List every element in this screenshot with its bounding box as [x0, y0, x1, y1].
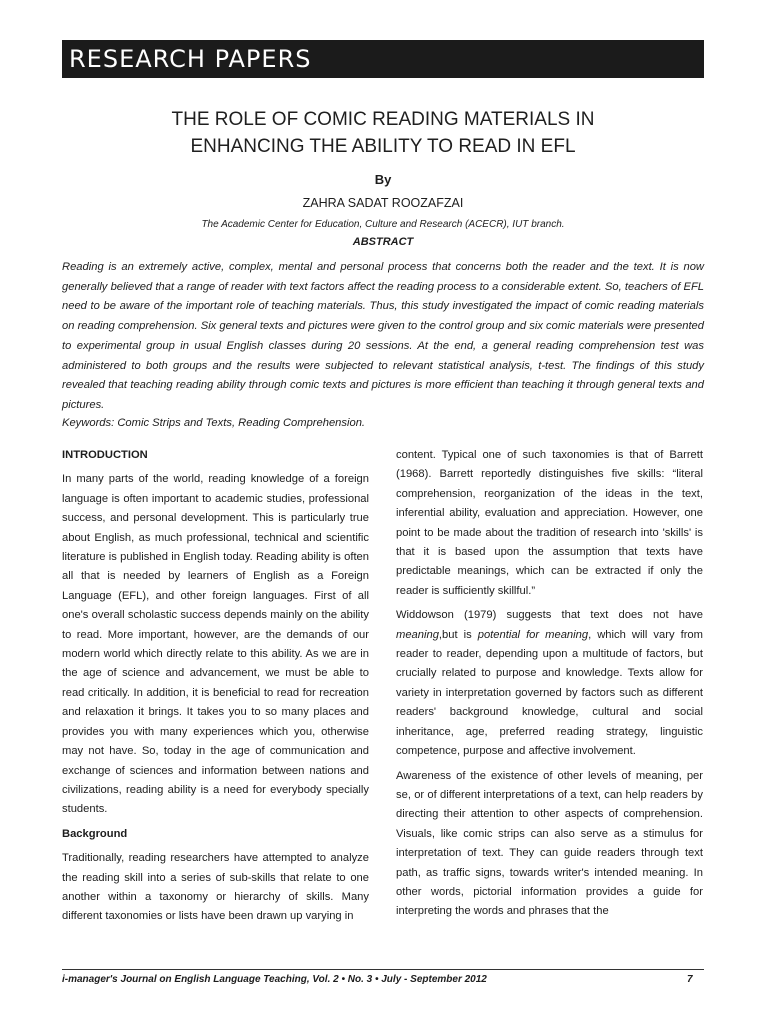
background-heading: Background [62, 827, 128, 840]
author-name: ZAHRA SADAT ROOZAFZAI [302, 196, 464, 210]
page-number: 7 [687, 974, 693, 985]
title-line-2: ENHANCING THE ABILITY TO READ IN EFL [190, 136, 576, 157]
paper-title [62, 106, 704, 160]
widdowson-text-c: , which will vary from reader to reader, depending upon a multitude of factors, but crucially related to purpose and knowledge. Texts allow for variety in interpretation governed by factors such as different readers' background knowledge, cultural and social inheritance, age, preferred reading strategy, linguistic competence, purpose and affective involvement. [396, 628, 703, 758]
abstract-text: Reading is an extremely active, complex, mental and personal process that concerns both the reader and the text. It is now generally believed that a range of reader with text factors affect the reading process to a considerable extent. So, teachers of EFL need to be aware of the important role of teaching materials. Thus, this study investigated the impact of comic reading materials on reading comprehension. Six general texts and pictures were given to the control group and six comic materials were presented to experimental group in usual English classes during 20 sessions. At the end, a general reading comprehension test was administered to both groups and the results were subjected to relevant statistical analysis, t-test. The findings of this study revealed that teaching reading ability through comic texts and pictures is more efficient than teaching it through general texts and pictures. [62, 261, 704, 411]
section-banner: RESEARCH PAPERS [62, 40, 704, 78]
journal-citation: i-manager's Journal on English Language Teaching, Vol. 2 • No. 3 • July - September 2012 [62, 974, 487, 985]
widdowson-text-b: ,but is [438, 628, 478, 641]
right-column [396, 446, 703, 927]
taxonomy-paragraph: content. Typical one of such taxonomies is that of Barrett (1968). Barrett reportedly distinguishes five skills: “literal comprehension, reorganization of the ideas in the text, inferential ability, evaluation and appreciation. However, one point to be made about the tradition of research into 'skills' is that it is based upon the assumption that texts have predictable meanings, which can be extracted if only the reader is sufficiently skillful.” [396, 449, 703, 597]
background-paragraph: Traditionally, reading researchers have attempted to analyze the reading skill into a series of sub-skills that relate to one another within a taxonomy or hierarchy of skills. Many different taxonomies or lists have been drawn up varying in [62, 852, 369, 923]
left-column [62, 446, 369, 932]
author-affiliation: The Academic Center for Education, Culture and Research (ACECR), IUT branch. [201, 219, 565, 230]
awareness-paragraph: Awareness of the existence of other levels of meaning, per se, or of different interpretations of a text, can help readers by directing their attention to other aspects of comprehension. Visuals, like comic strips can also serve as a stimulus for interpretation of text. They can guide readers through text path, as traffic signs, towards writer's intended meaning. In other words, pictorial information provides a guide for interpreting the words and phrases that the [396, 769, 703, 918]
widdowson-emphasis-meaning: meaning [396, 628, 439, 641]
abstract-heading: ABSTRACT [352, 236, 414, 248]
keywords: Keywords: Comic Strips and Texts, Reading Comprehension. [62, 417, 366, 429]
title-line-1: THE ROLE OF COMIC READING MATERIALS IN [171, 109, 595, 130]
widdowson-paragraph [396, 606, 703, 761]
introduction-paragraph: In many parts of the world, reading knowledge of a foreign language is often important to academic studies, professional success, and personal development. This is particularly true about English, as much professional, technical and scientific literature is published in English today. Reading ability is often all that is needed by learners of English as a Foreign Language (EFL), and other foreign languages. First of all one's overall scholastic success depends mainly on the ability to read. More important, however, are the demands of our modern world which directly relate to this ability. As we are in the age of science and advancement, we must be able to read critically. In addition, it is beneficial to read for recreation and relaxation it brings. It takes you to so many places and provides you with many experiences which you, otherwise may not have. So, today in the age of communication and exchange of sciences and information between nations and civilizations, reading ability is a need for everybody specially students. [62, 473, 369, 816]
widdowson-emphasis-potential: potential for meaning [477, 628, 589, 641]
widdowson-text-a: Widdowson (1979) suggests that text does not have [396, 609, 703, 622]
footer-divider [62, 969, 704, 970]
introduction-heading: INTRODUCTION [62, 449, 148, 461]
by-label: By [374, 172, 392, 187]
